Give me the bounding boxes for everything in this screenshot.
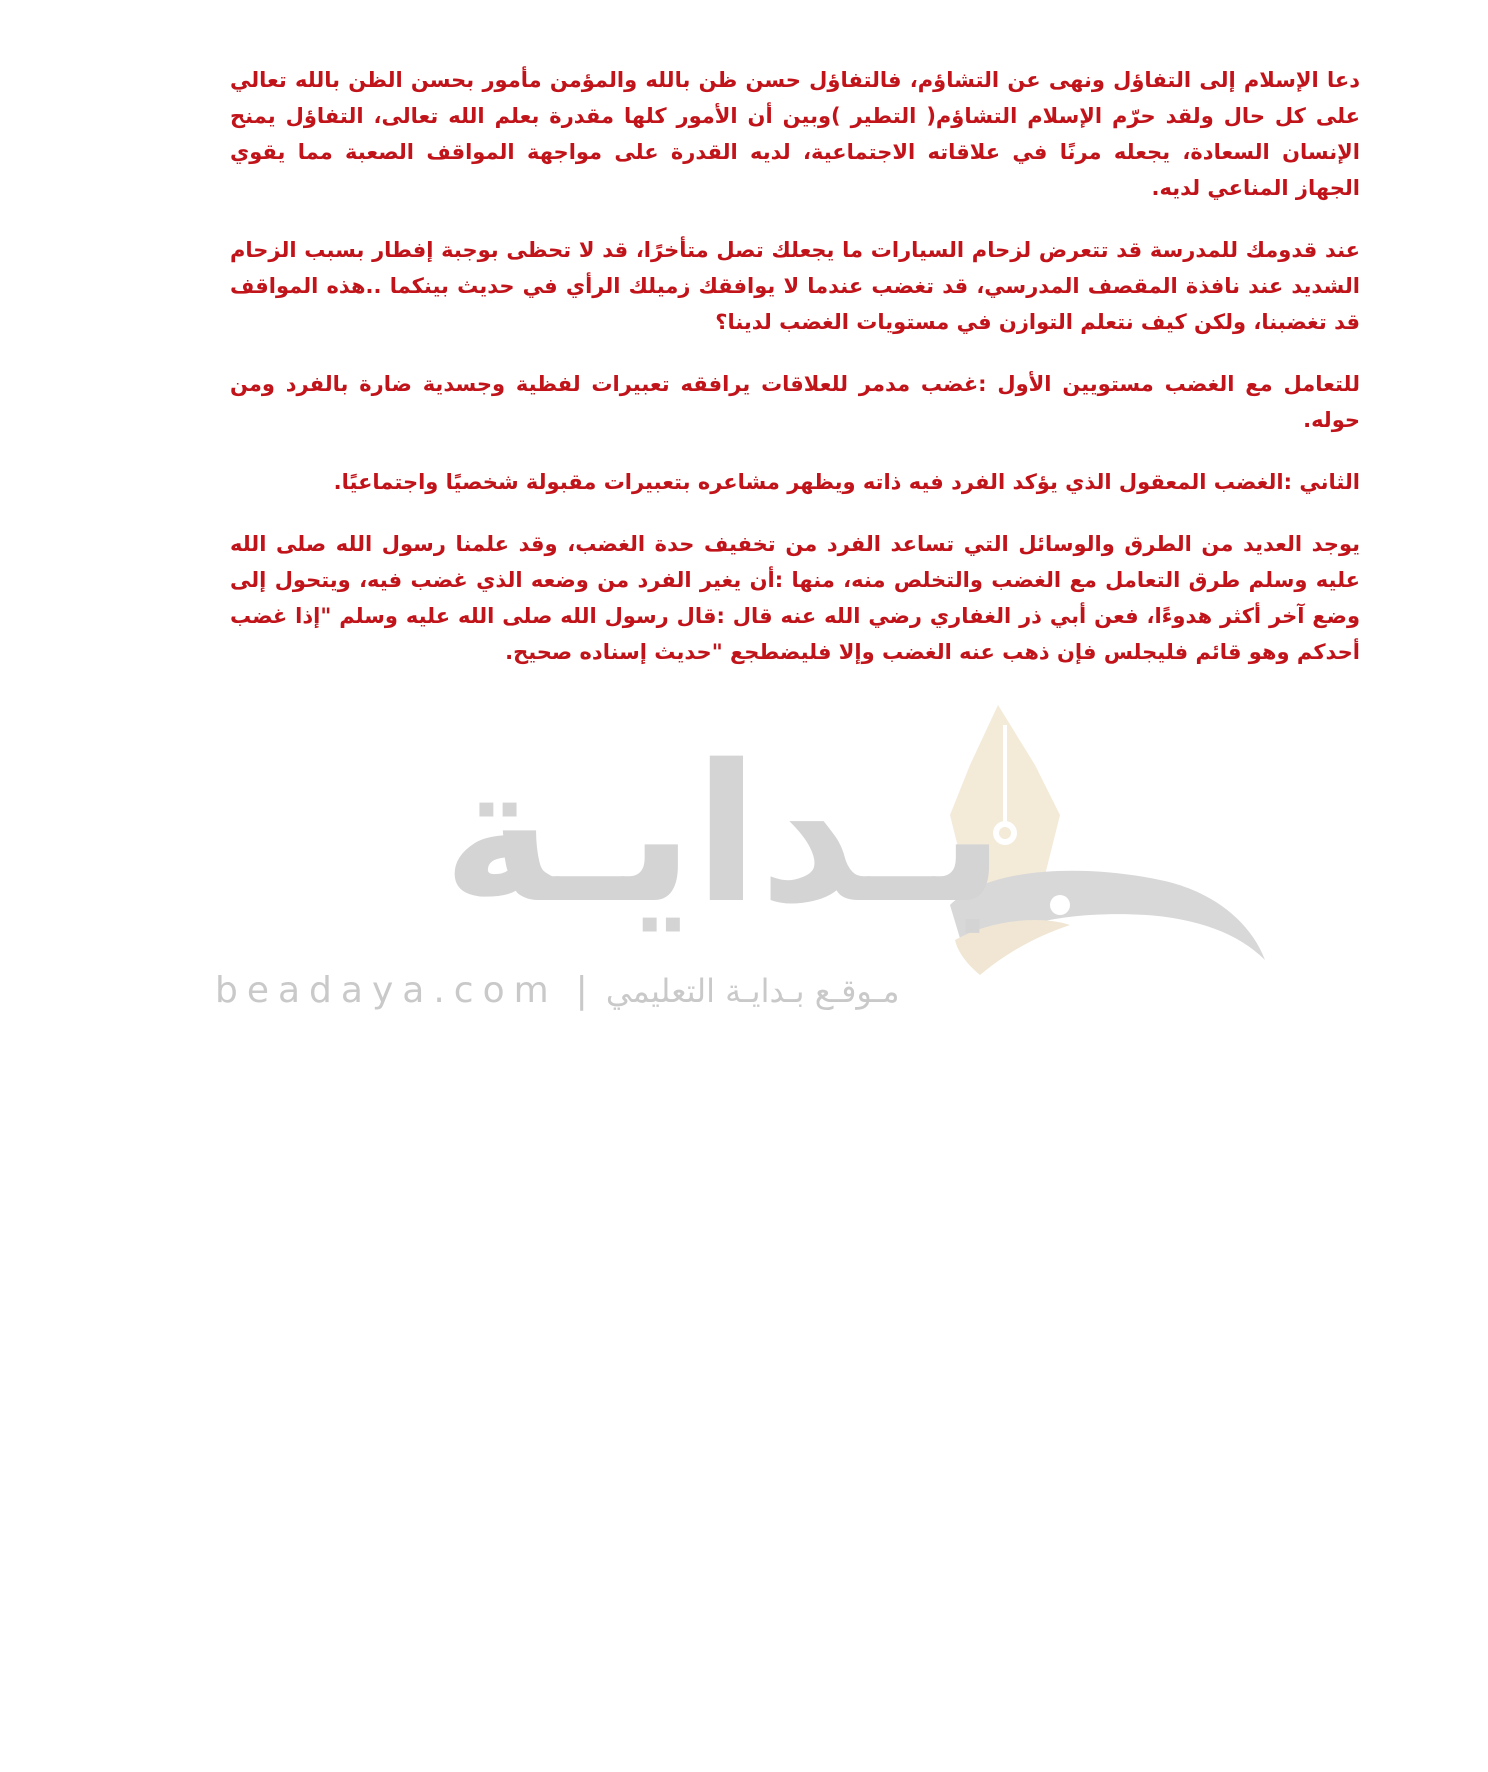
watermark-tagline: مـوقـع بـدايـة التعليمي <box>605 971 900 1010</box>
paragraph-anger-level-two: الثاني :الغضب المعقول الذي يؤكد الفرد فيه ذاته ويظهر مشاعره بتعبيرات مقبولة شخصيًا واجتماعيًا. <box>333 470 1360 494</box>
paragraph-anger-methods: يوجد العديد من الطرق والوسائل التي تساعد الفرد من تخفيف حدة الغضب، وقد علمنا رسول الله صلى الله عليه وسلم طرق التعامل مع الغضب والتخلص منه، منها :أن يغير الفرد من وضعه الذي غضب فيه، ويتحول إلى وضع آخر أكثر هدوءًا، فعن أبي ذر الغفاري رضي الله عنه قال :قال رسول الله صلى الله عليه وسلم "إذا غضب أحدكم وهو قائم فليجلس فإن ذهب عنه الغضب وإلا فليضطجع "حديث إسناده صحيح. <box>230 532 1360 664</box>
paragraph-anger-level-one: للتعامل مع الغضب مستويين الأول :غضب مدمر للعلاقات يرافقه تعبيرات لفظية وجسدية ضارة بالفرد ومن حوله. <box>230 372 1360 432</box>
site-watermark <box>215 715 1255 1025</box>
watermark-logo-text: بـدايـة <box>442 724 1005 945</box>
watermark-separator: | <box>575 970 588 1011</box>
article-body <box>230 62 1360 696</box>
watermark-domain: beadaya.com <box>215 970 558 1011</box>
watermark-caption <box>215 970 899 1011</box>
paragraph-school-situations: عند قدومك للمدرسة قد تتعرض لزحام السيارات ما يجعلك تصل متأخرًا، قد لا تحظى بوجبة إفطار بسبب الزحام الشديد عند نافذة المقصف المدرسي، قد تغضب عندما لا يوافقك زميلك الرأي في حديث بينكما ..هذه المواقف قد تغضبنا، ولكن كيف نتعلم التوازن في مستويات الغضب لدينا؟ <box>230 238 1360 334</box>
paragraph-optimism: دعا الإسلام إلى التفاؤل ونهى عن التشاؤم، فالتفاؤل حسن ظن بالله والمؤمن مأمور بحسن الظن بالله تعالي على كل حال ولقد حرّم الإسلام التشاؤم( التطير )وبين أن الأمور كلها مقدرة بعلم الله تعالى، التفاؤل يمنح الإنسان السعادة، يجعله مرنًا في علاقاته الاجتماعية، لديه القدرة على مواجهة المواقف الصعبة مما يقوي الجهاز المناعي لديه. <box>230 68 1360 200</box>
